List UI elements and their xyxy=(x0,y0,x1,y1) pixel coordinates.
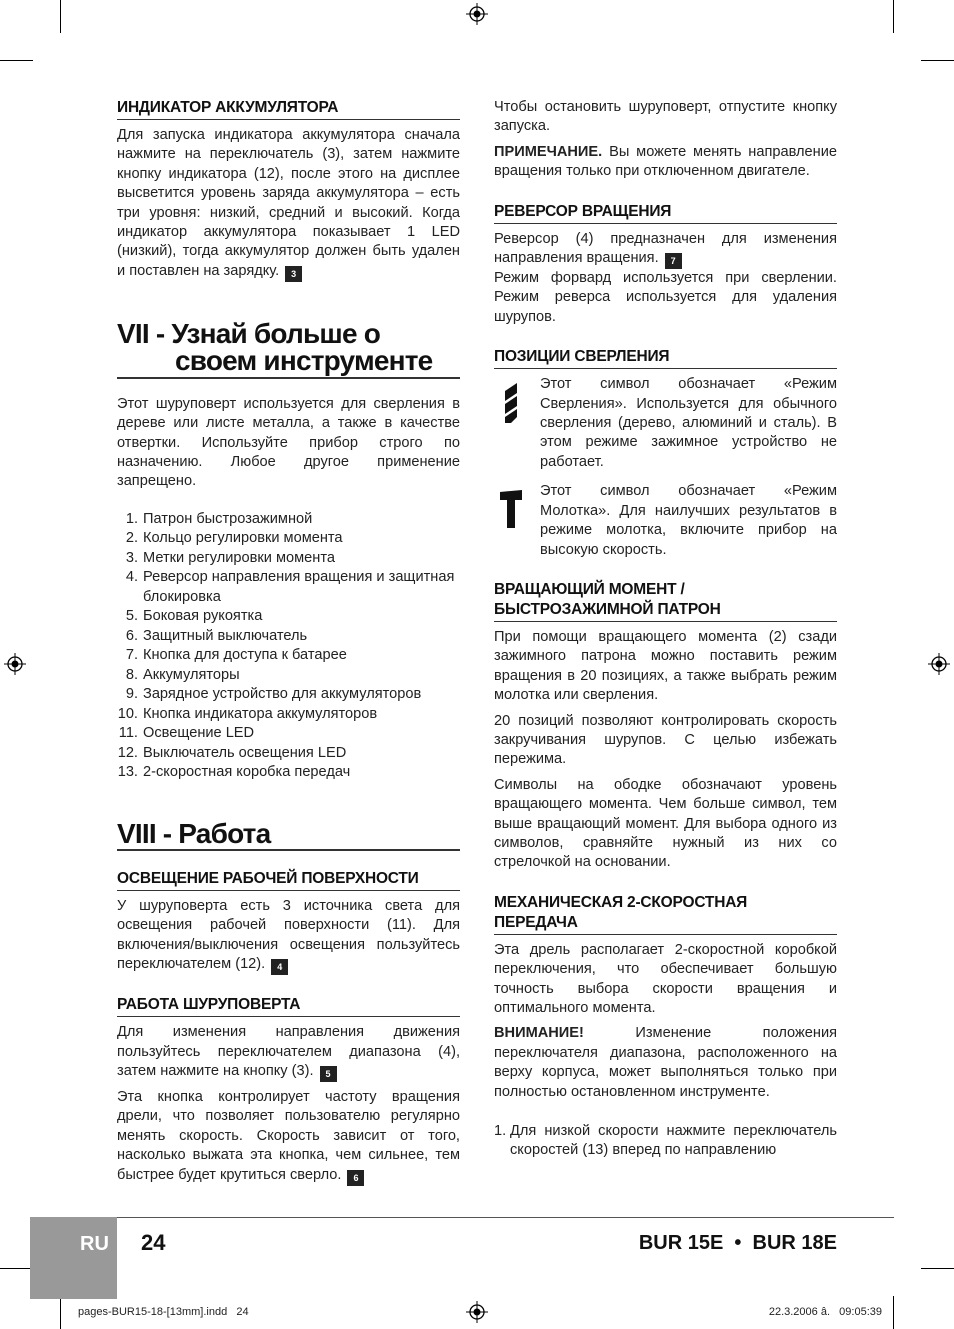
figure-ref-badge: 7 xyxy=(665,253,682,269)
parts-list-text: Кнопка индикатора аккумуляторов xyxy=(143,705,378,722)
parts-list-text: Реверсор направления вращения и защитная блокировка xyxy=(143,569,455,605)
parts-list-number: 5. xyxy=(125,608,138,625)
parts-list xyxy=(117,510,460,783)
gearbox-text: Эта дрель располагает 2-скоростной коробкой переключения, что обеспечивает большую точность выбора скорости вращения и оптимального момента. xyxy=(494,941,837,1016)
battery-indicator-heading: ИНДИКАТОР АККУМУЛЯТОРА xyxy=(117,98,460,120)
lighting-text: У шуруповерта есть 3 источника света для освещения рабочей поверхности (11). Для включения/выключения освещения пользуйтесь переключателем (12). 4 xyxy=(117,897,460,975)
figure-ref-badge: 6 xyxy=(347,1170,364,1186)
parts-list-text: Метки регулировки момента xyxy=(143,549,335,566)
print-slug-file: pages-BUR15-18-[13mm].indd 24 xyxy=(78,1306,249,1318)
parts-list-item xyxy=(117,568,460,607)
parts-list-number: 6. xyxy=(125,627,138,644)
parts-list-item xyxy=(117,646,460,666)
parts-list-number: 11. xyxy=(118,725,138,742)
drill-mode-row xyxy=(494,375,837,478)
battery-indicator-text: Для запуска индикатора аккумулятора сначала нажмите на переключатель (3), затем нажмите кнопку индикатора (12), после этого на дисплее высветится уровень заряда аккумулятора – есть три уровня: низкий, средний и высокий. Когда индикатор аккумулятора показывает 1 LED (низкий), тогда аккумулятор должен быть удален и поставлен на зарядку. 3 xyxy=(117,126,460,282)
parts-list-number: 10. xyxy=(117,705,138,722)
hammer-mode-icon xyxy=(494,482,528,566)
torque-heading: ВРАЩАЮЩИЙ МОМЕНТ / БЫСТРОЗАЖИМНОЙ ПАТРОН xyxy=(494,580,837,622)
crop-mark xyxy=(921,1268,954,1269)
gearbox-heading: МЕХАНИЧЕСКАЯ 2-СКОРОСТНАЯ ПЕРЕДАЧА xyxy=(494,893,837,935)
parts-list-text: Боковая рукоятка xyxy=(143,608,263,625)
footer-rule xyxy=(117,1217,894,1218)
model-name: BUR 15E • BUR 18E xyxy=(638,1232,837,1254)
parts-list-item xyxy=(117,685,460,705)
parts-list-number: 7. xyxy=(125,647,138,664)
parts-list-text: Аккумуляторы xyxy=(143,666,240,683)
chapter-vii-title-line1: VII - Узнай больше о xyxy=(117,317,381,349)
parts-list-number: 4. xyxy=(125,569,138,586)
parts-list-item xyxy=(117,744,460,764)
page-number: 24 xyxy=(141,1230,166,1255)
stop-instruction: Чтобы остановить шуруповерт, отпустите кнопку запуска. xyxy=(494,99,837,135)
reverser-modes-text: Режим форвард используется при сверлении. Режим реверса используется для удаления шурупов. xyxy=(494,270,837,325)
lighting-heading: ОСВЕЩЕНИЕ РАБОЧЕЙ ПОВЕРХНОСТИ xyxy=(117,869,460,891)
parts-list-item xyxy=(117,724,460,744)
parts-list-number: 8. xyxy=(125,666,138,683)
gearbox-step-1 xyxy=(494,1122,837,1161)
torque-text-2: 20 позиций позволяют контролировать скорость закручивания шурупов. С целью избежать пережима. xyxy=(494,712,837,768)
step-number: 1. xyxy=(494,1123,507,1140)
warning-paragraph: ВНИМАНИЕ! Изменение положения переключателя диапазона, расположенного на верху корпуса, может выполняться только при полностью остановленном инструменте. xyxy=(494,1025,837,1100)
parts-list-text: Освещение LED xyxy=(143,725,255,742)
parts-list-text: Выключатель освещения LED xyxy=(143,744,347,761)
parts-list-item xyxy=(117,705,460,725)
parts-list-item xyxy=(117,666,460,686)
chapter-vii-intro: Этот шуруповерт используется для сверления в дереве или листе металла, а также в качестве отвертки. Используйте прибор строго по назначению. Любое другое применение запрещено. xyxy=(117,395,460,490)
parts-list-item xyxy=(117,763,460,783)
warning-label: ВНИМАНИЕ! xyxy=(494,1025,584,1042)
parts-list-text: Зарядное устройство для аккумуляторов xyxy=(143,686,422,703)
parts-list-number: 13. xyxy=(117,764,138,781)
chapter-vii-title-line2: своем инструменте xyxy=(175,344,433,376)
figure-ref-badge: 3 xyxy=(285,266,302,282)
drill-positions-heading: ПОЗИЦИИ СВЕРЛЕНИЯ xyxy=(494,347,837,369)
operation-text-2: Эта кнопка контролирует частоту вращения дрели, что позволяет пользователю регулярно менять скорость. Скорость зависит от того, насколько выжата эта кнопка, чем сильнее, тем быстрее будет крутиться сверло. 6 xyxy=(117,1088,460,1186)
registration-mark-icon xyxy=(4,653,26,675)
parts-list-text: 2-скоростная коробка передач xyxy=(143,764,351,781)
figure-ref-badge: 4 xyxy=(271,959,288,975)
reverser-text: Реверсор (4) предназначен для изменения направления вращения. 7 xyxy=(494,230,837,269)
crop-mark xyxy=(0,60,33,61)
parts-list-item xyxy=(117,607,460,627)
step-text: Для низкой скорости нажмите переключатель скоростей (13) вперед по направлению xyxy=(510,1123,837,1159)
crop-mark xyxy=(60,0,61,33)
note-label: ПРИМЕЧАНИЕ. xyxy=(494,143,603,160)
parts-list-number: 9. xyxy=(125,686,138,703)
crop-mark xyxy=(893,1296,894,1329)
parts-list-item xyxy=(117,529,460,549)
drill-mode-text: Этот символ обозначает «Режим Сверления». Используется для обычного сверления (дерево, алюминий и сталь). В этом режиме зажимное устройство не работает. xyxy=(540,376,837,470)
chapter-vii-heading xyxy=(117,317,460,379)
torque-text-3: Символы на ободке обозначают уровень вращающего момента. Чем больше символ, тем выше вращающий момент. Для выбора одного из символов, сравняйте нужный из них со стрелочкой на основании. xyxy=(494,776,837,871)
operation-text-1: Для изменения направления движения пользуйтесь переключателем диапазона (4), затем нажмите на кнопку (3). 5 xyxy=(117,1023,460,1082)
hammer-mode-text: Этот символ обозначает «Режим Молотка». Для наилучших результатов в режиме молотка, включите прибор на высокую скорость. xyxy=(540,483,837,558)
torque-text-1: При помощи вращающего момента (2) сзади зажимного патрона можно поставить режим вращения в 20 позициях, а также выбрать режим молотка или сверления. xyxy=(494,628,837,704)
crop-mark xyxy=(893,0,894,33)
parts-list-text: Кольцо регулировки момента xyxy=(143,530,343,547)
note-paragraph: ПРИМЕЧАНИЕ. Вы можете менять направление вращения только при отключенном двигателе. xyxy=(494,143,837,180)
parts-list-text: Кнопка для доступа к батарее xyxy=(143,647,347,664)
parts-list-number: 3. xyxy=(125,549,138,566)
crop-mark xyxy=(921,60,954,61)
registration-mark-icon xyxy=(466,3,488,25)
drill-mode-icon xyxy=(494,375,528,478)
parts-list-text: Защитный выключатель xyxy=(143,627,308,644)
registration-mark-icon xyxy=(928,653,950,675)
registration-mark-icon xyxy=(466,1301,488,1323)
hammer-mode-row xyxy=(494,482,837,566)
operation-heading: РАБОТА ШУРУПОВЕРТА xyxy=(117,995,460,1017)
language-tab: RU xyxy=(30,1217,117,1299)
right-column xyxy=(494,98,837,1161)
parts-list-item xyxy=(117,627,460,647)
crop-mark xyxy=(60,1296,61,1329)
reverser-heading: РЕВЕРСОР ВРАЩЕНИЯ xyxy=(494,202,837,224)
print-slug-date: 22.3.2006 â. 09:05:39 xyxy=(768,1306,882,1318)
figure-ref-badge: 5 xyxy=(320,1066,337,1082)
parts-list-text: Патрон быстрозажимной xyxy=(143,510,313,527)
chapter-viii-heading: VIII - Работа xyxy=(117,820,460,851)
parts-list-number: 2. xyxy=(125,530,138,547)
parts-list-item xyxy=(117,549,460,569)
parts-list-number: 12. xyxy=(117,744,138,761)
parts-list-number: 1. xyxy=(125,510,138,527)
parts-list-item xyxy=(117,510,460,530)
crop-mark xyxy=(0,1268,33,1269)
left-column xyxy=(117,98,460,1192)
